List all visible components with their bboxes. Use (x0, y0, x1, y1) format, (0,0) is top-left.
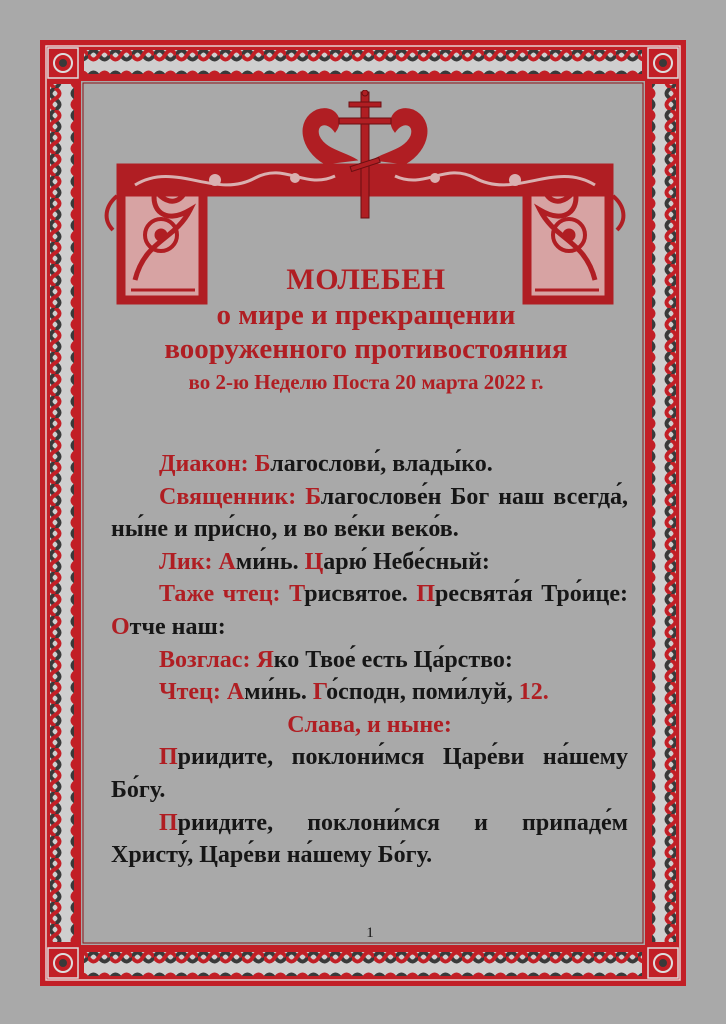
speaker-label: Чтец: (159, 679, 221, 706)
section-heading: Слава, и ныне: (287, 711, 452, 738)
initial-letter: О (111, 613, 130, 640)
speaker-label: Диакон: (159, 451, 249, 477)
paragraph-text: рисвятое. (304, 581, 408, 608)
subtitle-line-2: вооруженного противостояния (164, 333, 568, 365)
paragraph-text: лагослови́, влады́ко. (270, 451, 493, 477)
date-line: во 2-ю Неделю Поста 20 марта 2022 г. (188, 370, 544, 394)
paragraph-deacon (111, 448, 628, 481)
paragraph-priest (111, 481, 628, 546)
initial-letter: П (159, 744, 178, 771)
paragraph-text: ресвята́я Тро́ице: (435, 581, 629, 608)
paragraph-choir (111, 546, 628, 579)
title-block (96, 262, 636, 396)
repeat-count: 12. (518, 679, 549, 706)
speaker-label: Священник: (159, 483, 297, 510)
initial-letter: Б (305, 483, 321, 510)
paragraph-exclamation (111, 644, 628, 677)
initial-letter: П (416, 581, 436, 608)
initial-letter: Я (256, 646, 274, 673)
paragraph-text: ми́нь. (235, 548, 299, 575)
paragraph-reader-2 (111, 676, 628, 709)
cross-icon (339, 90, 391, 218)
paragraph-text: ко Твое́ есть Ца́рство: (273, 646, 513, 673)
page-number: 1 (366, 925, 374, 941)
paragraph-text: тче наш: (129, 613, 226, 640)
paragraph-come-worship-2 (111, 807, 628, 872)
subtitle-line-1: о мире и прекращении (216, 299, 516, 331)
page-title: МОЛЕБЕН (286, 263, 446, 296)
initial-letter: Г (312, 679, 327, 706)
speaker-label: Лик: (159, 548, 213, 575)
initial-letter: Т (289, 581, 305, 608)
initial-letter: А (218, 548, 236, 575)
paragraph-text: арю́ Небе́сный: (323, 548, 490, 575)
paragraph-text: лагослове́н Бог наш всегда́, ны́не и при́сно, и во ве́ки веко́в. (111, 483, 629, 543)
speaker-label: Возглас: (159, 646, 251, 673)
paragraph-text: риидите, поклони́мся и припаде́м Христу́, Царе́ви на́шему Бо́гу. (111, 809, 628, 869)
initial-letter: А (226, 679, 245, 706)
initial-letter: Б (254, 451, 271, 477)
paragraph-text: риидите, поклони́мся Царе́ви на́шему Бо́гу. (111, 744, 628, 803)
paragraph-come-worship-1 (111, 741, 628, 806)
paragraph-reader (111, 578, 628, 643)
liturgical-text (111, 448, 628, 872)
paragraph-text: о́сподн, поми́луй, (326, 679, 513, 706)
paragraph-text: ми́нь. (244, 679, 307, 706)
speaker-label: Таже чтец: (159, 581, 281, 608)
initial-letter: Ц (304, 548, 324, 575)
initial-letter: П (159, 809, 178, 836)
